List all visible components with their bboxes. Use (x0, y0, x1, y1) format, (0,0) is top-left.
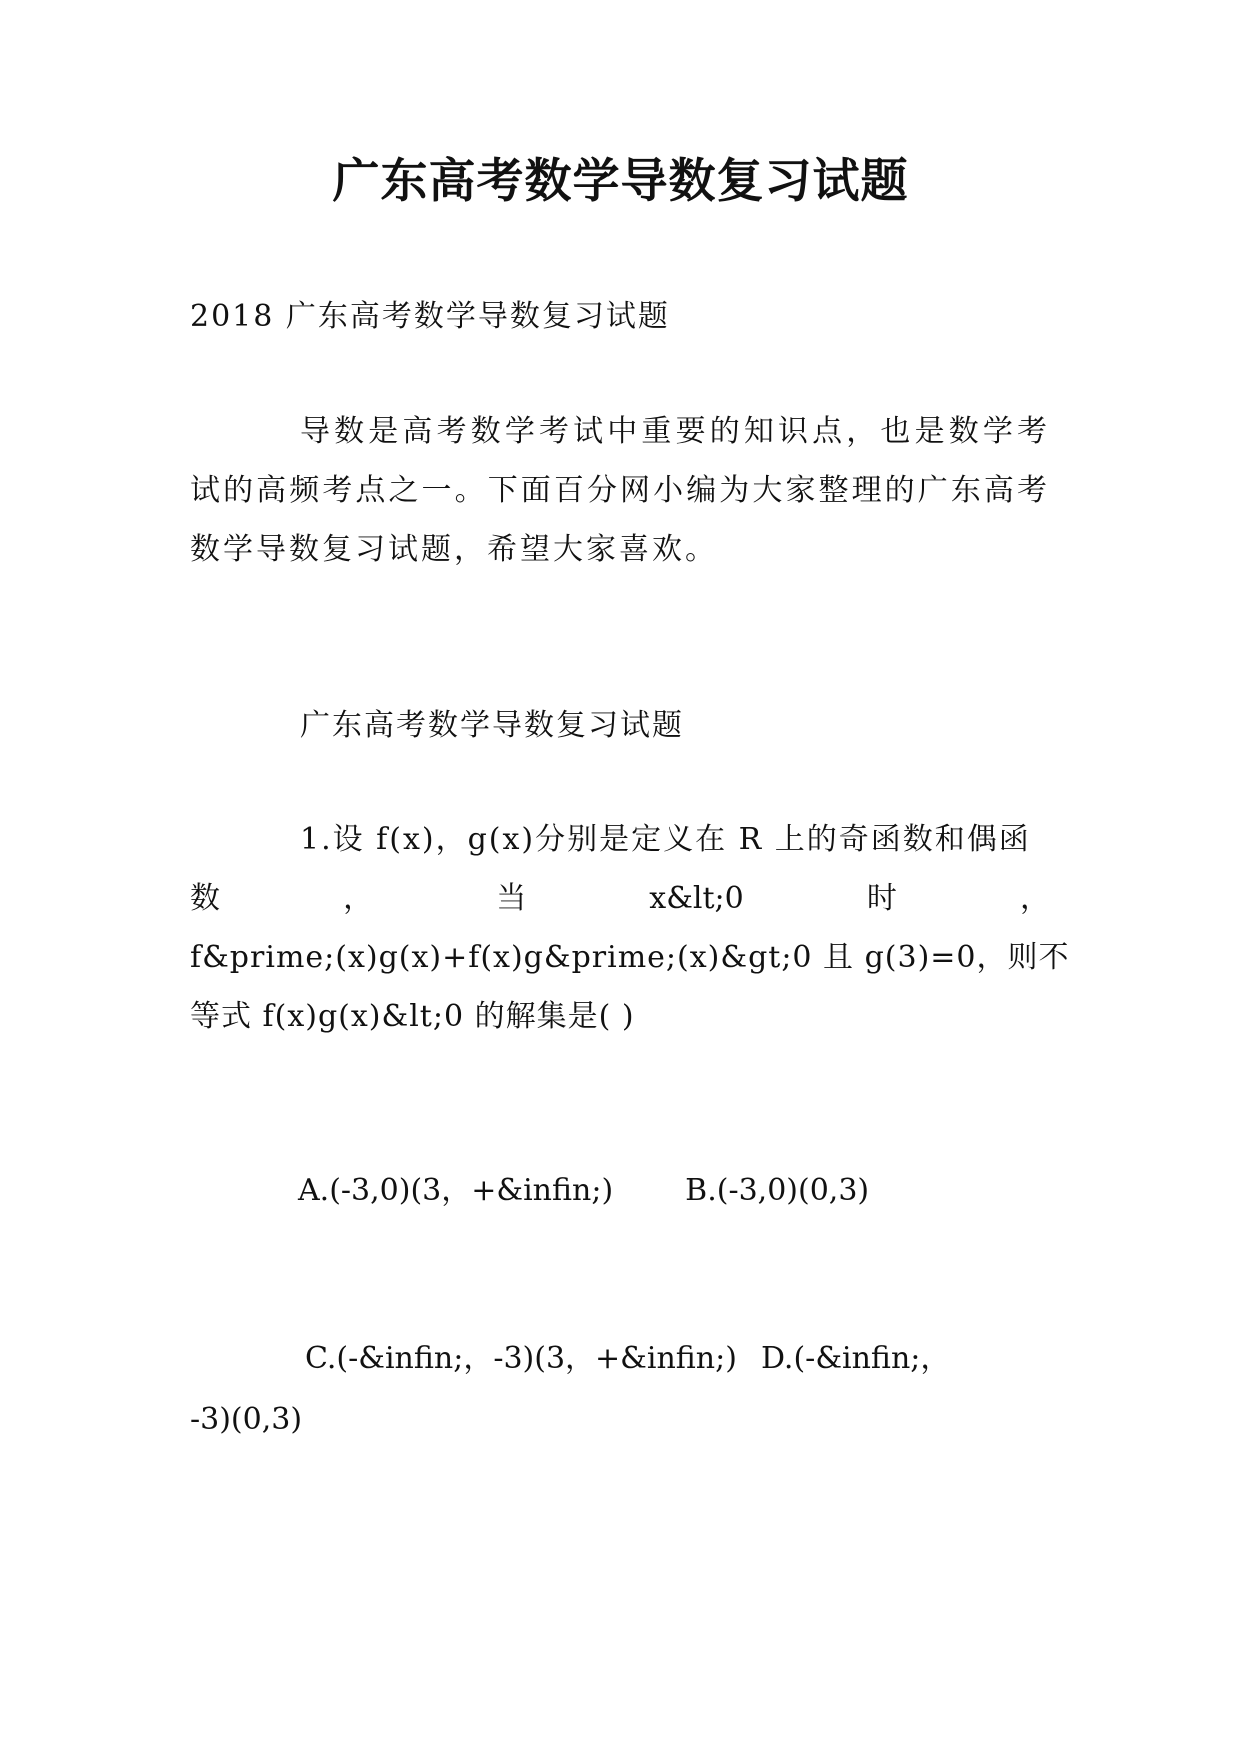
question-1-token: 当 (496, 881, 527, 916)
question-1-line-3: f&prime;(x)g(x)+f(x)g&prime;(x)&gt;0 且 g(3)=0，则不 (190, 940, 1070, 975)
question-1-line-1: 1.设 f(x)，g(x)分别是定义在 R 上的奇函数和偶函 (300, 822, 1031, 857)
question-1-token: 时 (866, 881, 897, 916)
option-d-part-1: D.(-&infin;， (760, 1341, 951, 1376)
question-1-token: x&lt;0 (649, 881, 744, 916)
question-1-token: 数 (190, 881, 220, 916)
question-1-line-4: 等式 f(x)g(x)&lt;0 的解集是( ) (190, 999, 635, 1034)
question-1-line-2 (190, 869, 1050, 928)
document-title: 广东高考数学导数复习试题 (332, 154, 909, 209)
options-c-d (305, 1329, 950, 1388)
question-1-token: ， (1019, 881, 1050, 916)
option-b: B.(-3,0)(0,3) (685, 1173, 870, 1208)
option-c: C.(-&infin;，-3)(3，+&infin;) (305, 1341, 737, 1376)
options-a-b (298, 1161, 869, 1220)
section-heading: 广东高考数学导数复习试题 (300, 708, 684, 743)
intro-paragraph: 导数是高考数学考试中重要的知识点，也是数学考试的高频考点之一。下面百分网小编为大家整理的广东高考数学导数复习试题，希望大家喜欢。 (190, 414, 1050, 567)
document-subtitle: 2018 广东高考数学导数复习试题 (190, 299, 670, 334)
option-d-part-2: -3)(0,3) (190, 1402, 303, 1437)
question-1-token: ， (343, 881, 374, 916)
option-a: A.(-3,0)(3，+&infin;) (298, 1173, 614, 1208)
